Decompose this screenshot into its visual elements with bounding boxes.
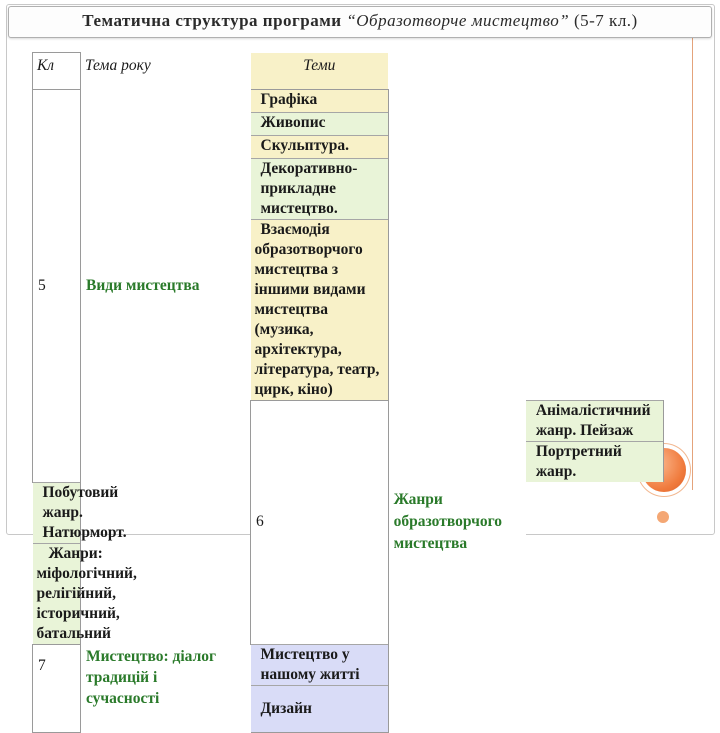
grade-6-topic-line1: Жанри xyxy=(393,491,443,509)
title-prefix: Тематична структура програми xyxy=(82,11,347,30)
grade-5-topic: Види мистецтва xyxy=(81,90,251,483)
grade-6-topic-line3: мистецтва xyxy=(393,535,468,553)
title-grades: (5-7 кл.) xyxy=(569,11,638,30)
table-row xyxy=(33,90,664,113)
theme-item: Побутовий жанр. Натюрморт. xyxy=(33,482,81,543)
page-title xyxy=(9,11,711,31)
grade-7-topic-line2: традицій і xyxy=(86,669,158,686)
theme-item: Дизайн xyxy=(251,685,389,732)
theme-item: Мистецтво у нашому житті xyxy=(251,644,389,685)
table-header-row xyxy=(33,53,664,90)
grade-7-topic xyxy=(81,644,251,732)
grade-6-cell: 6 xyxy=(251,401,389,645)
grade-6-topic xyxy=(388,401,526,645)
theme-item: Взаємодія образотворчого мистецтва з іншими видами мистецтва (музика, архітектура, література, театр, цирк, кіно) xyxy=(251,220,389,401)
theme-item: Жанри: міфологічний, релігійний, історичний, батальний xyxy=(33,543,81,644)
theme-item: Графіка xyxy=(251,90,389,113)
title-program: “Образотворче мистецтво” xyxy=(346,11,570,30)
program-table xyxy=(32,52,664,733)
grade-6-topic-line2: образотворчого xyxy=(393,513,502,531)
theme-item: Скульптура. xyxy=(251,136,389,159)
table-row xyxy=(33,644,664,685)
header-themes: Теми xyxy=(251,53,389,90)
grade-7-topic-line1: Мистецтво: діалог xyxy=(86,648,217,665)
grade-5-cell: 5 xyxy=(33,90,81,483)
theme-item: Декоративно-прикладне мистецтво. xyxy=(251,159,389,220)
title-bar xyxy=(8,6,712,38)
header-grade: Кл xyxy=(33,53,81,90)
theme-item: Живопис xyxy=(251,113,389,136)
theme-item: Портретний жанр. xyxy=(526,442,664,483)
decorative-side-line xyxy=(692,38,693,490)
grade-7-cell: 7 xyxy=(33,644,81,732)
grade-7-topic-line3: сучасності xyxy=(86,690,160,707)
theme-item: Анімалістичний жанр. Пейзаж xyxy=(526,401,664,442)
header-topic: Тема року xyxy=(85,56,151,74)
